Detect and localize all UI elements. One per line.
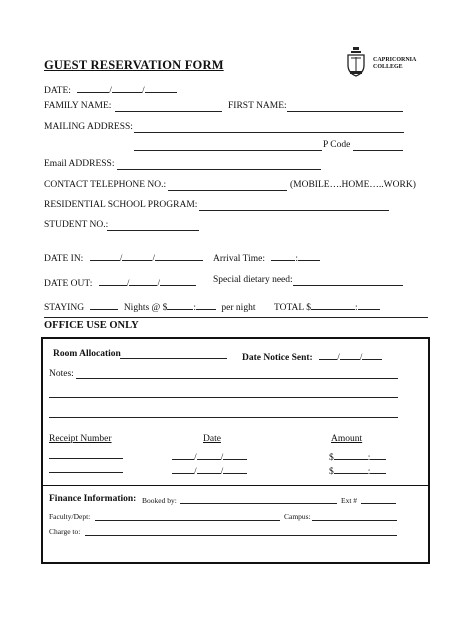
contact-phone-label: CONTACT TELEPHONE NO.: [44,180,167,190]
first-name-label: FIRST NAME: [228,101,287,111]
p-code-label: P Code [323,140,351,150]
ext-label: Ext # [341,496,358,505]
total-field[interactable]: TOTAL $ : [274,299,380,313]
notes-input-2[interactable] [49,397,398,398]
per-night-label: per night [221,303,256,313]
email-label: Email ADDRESS: [44,159,115,169]
office-use-heading: OFFICE USE ONLY [44,320,139,331]
nights-at-label: Nights @ $ [123,303,168,313]
phone-types-label: (MOBILE….HOME…..WORK) [290,180,416,190]
receipt-number-input-2[interactable] [49,472,123,473]
total-label: TOTAL $ [274,303,311,313]
form-title: GUEST RESERVATION FORM [44,58,224,72]
date-out-field[interactable]: DATE OUT: / / [44,275,196,289]
notes-input-3[interactable] [49,417,398,418]
mailing-address-input-1[interactable] [134,132,404,133]
section-divider [44,317,428,318]
contact-phone-input[interactable] [168,190,287,191]
date-label: DATE: [44,86,71,96]
crest-icon [345,45,367,77]
date-field[interactable]: DATE: / / [44,82,177,96]
date-notice-sent-field[interactable]: Date Notice Sent: / / [242,349,382,363]
p-code-input[interactable] [353,150,403,151]
family-name-input[interactable] [115,111,222,112]
email-input[interactable] [117,169,321,170]
logo-text-line2: COLLEGE [373,64,403,70]
student-no-label: STUDENT NO.: [44,220,109,230]
staying-label: STAYING [44,303,85,313]
booked-by-input[interactable] [180,503,337,504]
date-in-field[interactable]: DATE IN: / / [44,250,203,264]
receipt-date-input-1[interactable]: / / [172,449,247,463]
receipt-number-header: Receipt Number [49,434,112,444]
receipt-date-input-2[interactable]: / / [172,463,247,477]
mailing-address-input-2[interactable] [134,150,322,151]
mailing-address-label: MAILING ADDRESS: [44,122,133,132]
date-notice-sent-label: Date Notice Sent: [242,353,313,363]
campus-label: Campus: [284,512,311,521]
first-name-input[interactable] [287,111,403,112]
ext-input[interactable] [361,503,396,504]
logo-text-line1: CAPRICORNIA [373,57,417,63]
date-in-label: DATE IN: [44,254,84,264]
receipt-number-input-1[interactable] [49,458,123,459]
room-allocation-input[interactable] [120,358,227,359]
arrival-time-field[interactable]: Arrival Time: : [213,250,320,264]
faculty-dept-input[interactable] [95,520,280,521]
special-dietary-input[interactable] [293,285,403,286]
notes-input-1[interactable] [76,378,398,379]
date-header: Date [203,434,221,444]
faculty-dept-label: Faculty/Dept: [49,512,91,521]
notes-label: Notes: [49,369,74,379]
campus-input[interactable] [312,520,397,521]
college-logo [345,45,435,79]
receipt-amount-input-2[interactable]: $ : [329,463,386,477]
residential-program-label: RESIDENTIAL SCHOOL PROGRAM: [44,200,198,210]
date-out-label: DATE OUT: [44,279,93,289]
finance-divider [41,485,430,486]
finance-information-label: Finance Information: [49,494,137,504]
booked-by-label: Booked by: [142,496,177,505]
student-no-input[interactable] [107,230,199,231]
special-dietary-label: Special dietary need: [213,275,293,285]
charge-to-label: Charge to: [49,527,81,536]
staying-field[interactable]: STAYING Nights @ $ : per night [44,299,255,313]
receipt-amount-input-1[interactable]: $ : [329,449,386,463]
arrival-time-label: Arrival Time: [213,254,265,264]
residential-program-input[interactable] [199,210,389,211]
room-allocation-label: Room Allocation [53,349,121,359]
amount-header: Amount [331,434,363,444]
charge-to-input[interactable] [85,535,397,536]
family-name-label: FAMILY NAME: [44,101,112,111]
